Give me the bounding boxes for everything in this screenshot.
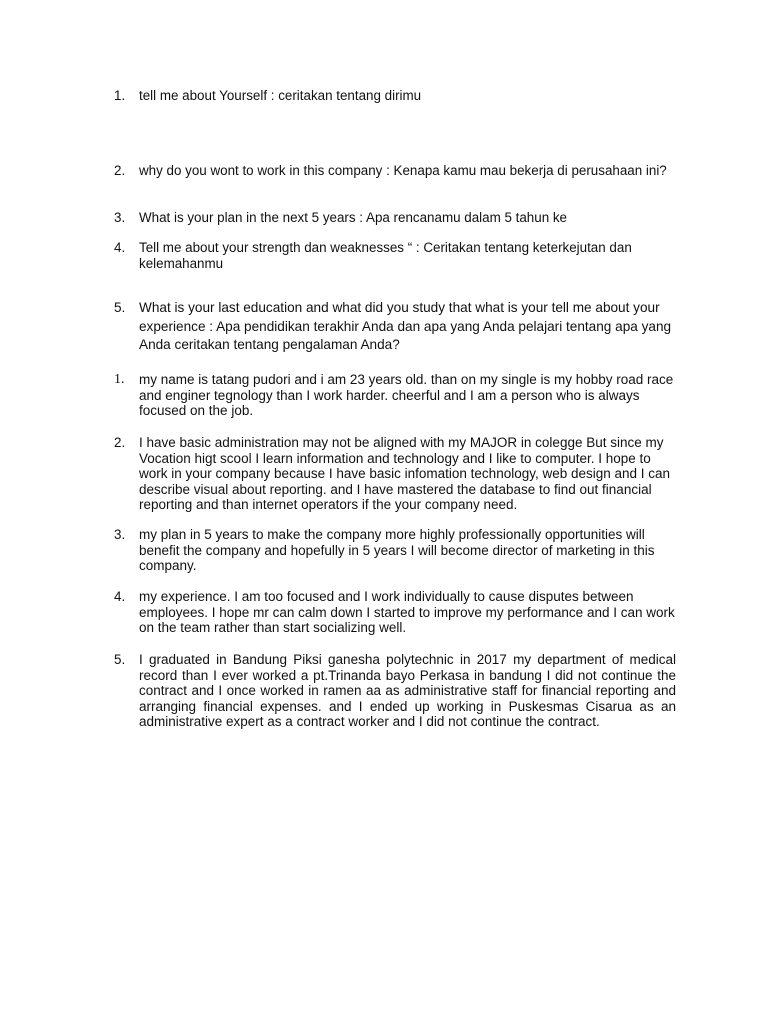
question-3-number: 3. [114,210,126,225]
answer-3 [114,527,676,574]
answer-5 [114,652,676,730]
answer-1-number: 1. [114,372,125,387]
question-4 [114,240,676,272]
question-1-number: 1. [114,88,126,103]
answer-5-number: 5. [114,652,126,667]
question-5-number: 5. [114,300,126,315]
answer-1-text: my name is tatang pudori and i am 23 years old. than on my single is my hobby road race and enginer tegnology than I work harder. cheerful and I am a person who is always focused on the job. [139,372,674,419]
question-1-text: tell me about Yourself : ceritakan tentang dirimu [139,88,422,103]
question-1 [114,88,676,104]
answer-4-number: 4. [114,589,126,604]
question-5 [114,299,676,355]
answer-2-text: I have basic administration may not be aligned with my MAJOR in colegge But since my Vocation higt scool I learn information and technology and I like to computer. I hope to work in your company because I have basic infomation technology, web design and I can describe visual about reporting. and I have mastered the database to find out financial reporting and than internet operators if the your company need. [139,435,671,513]
answer-4 [114,589,676,636]
answer-3-text: my plan in 5 years to make the company more highly professionally opportunities will benefit the company and hopefully in 5 years I will become director of marketing in this company. [139,527,655,574]
answer-5-text: I graduated in Bandung Piksi ganesha polytechnic in 2017 my department of medical record than I ever worked a pt.Trinanda bayo Perkasa in bandung I did not continue the contract and I once worked in ramen aa as administrative staff for financial reporting and arranging financial expenses. and I ended up working in Puskesmas Cisarua as an administrative expert as a contract worker and I did not continue the contract. [139,652,676,730]
question-4-text: Tell me about your strength dan weaknesses “ : Ceritakan tentang keterkejutan dan kelemahanmu [139,240,632,271]
answer-2 [114,435,676,513]
question-2 [114,163,676,179]
answer-4-text: my experience. I am too focused and I work individually to cause disputes between employees. I hope mr can calm down I started to improve my performance and I can work on the team rather than start socializing well. [139,589,675,636]
answer-3-number: 3. [114,527,126,542]
answer-2-number: 2. [114,435,126,450]
answer-1 [114,372,676,419]
question-2-number: 2. [114,163,126,178]
question-5-text: What is your last education and what did you study that what is your tell me about your experience : Apa pendidikan terakhir Anda dan apa yang Anda pelajari tentang apa yang Anda ceritakan tentang pengalaman Anda? [139,300,672,352]
question-2-text: why do you wont to work in this company : Kenapa kamu mau bekerja di perusahaan ini? [139,163,667,178]
question-4-number: 4. [114,240,126,255]
question-3-text: What is your plan in the next 5 years : Apa rencanamu dalam 5 tahun ke [139,210,568,225]
question-3 [114,210,676,226]
